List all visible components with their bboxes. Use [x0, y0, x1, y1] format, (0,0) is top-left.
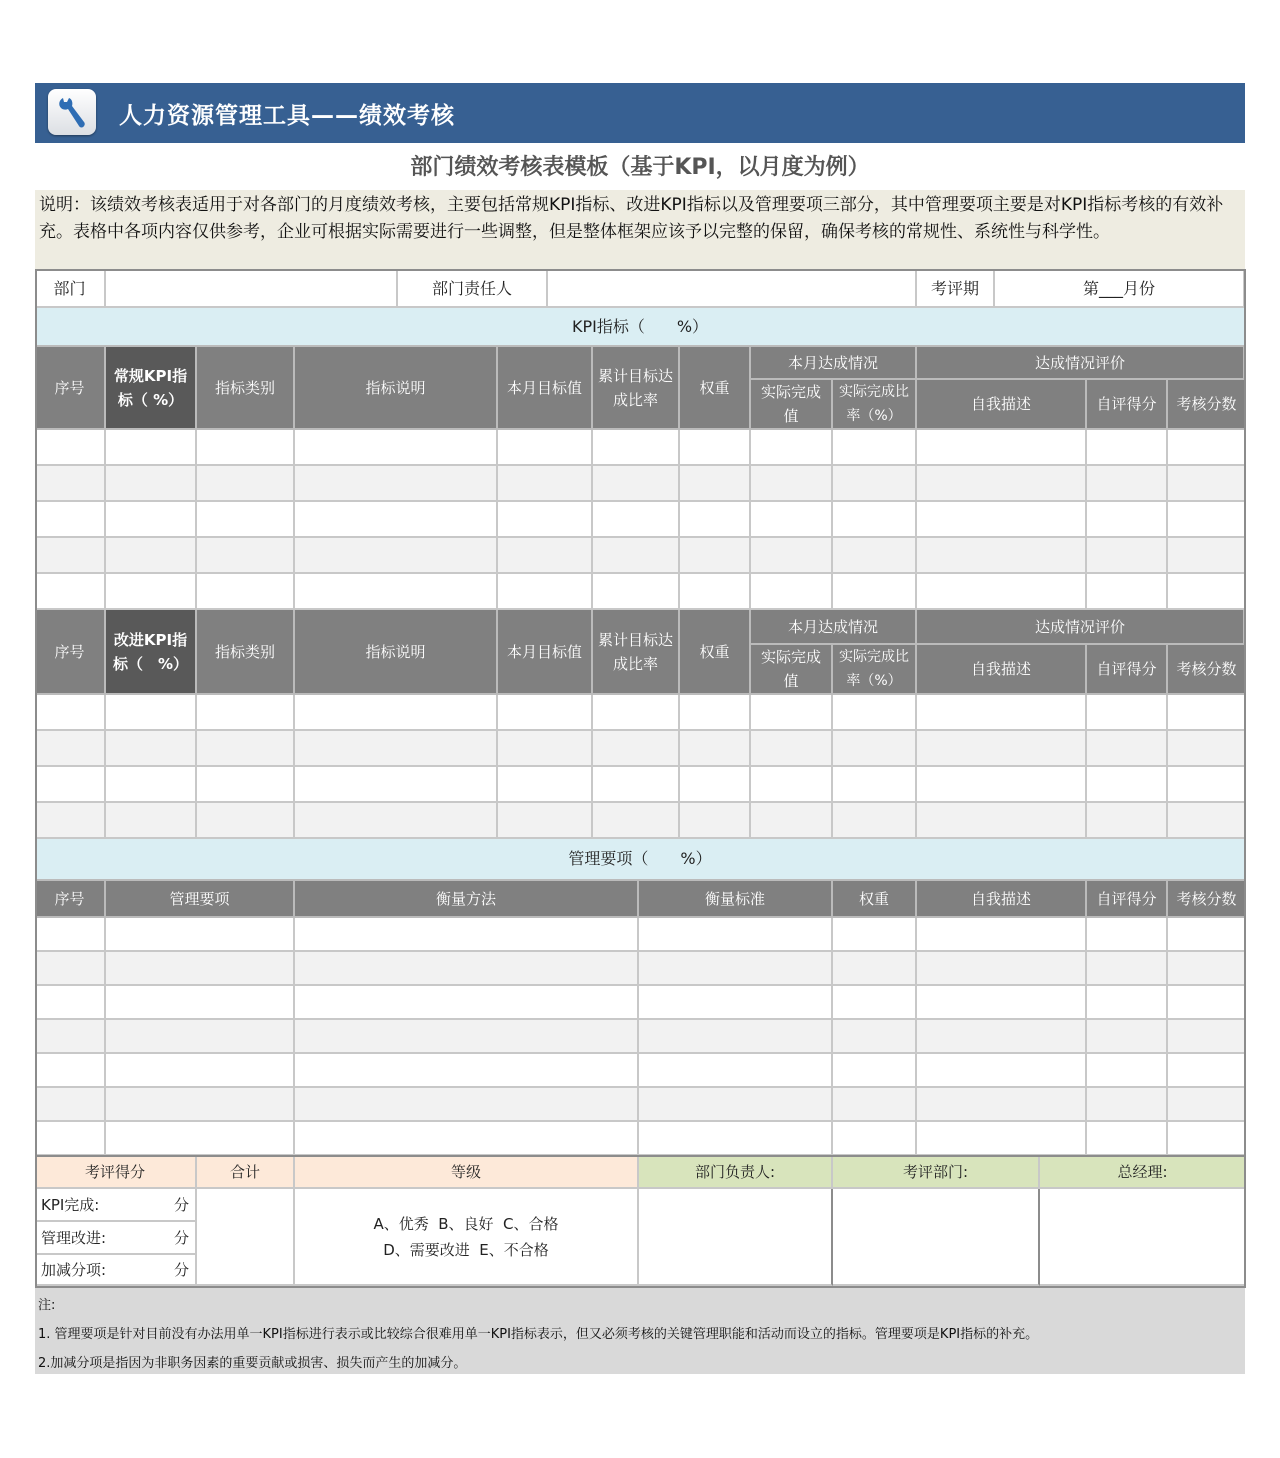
regular-kpi-cell[interactable]: [593, 538, 680, 574]
mgmt-cell[interactable]: [295, 918, 639, 952]
improve-kpi-cell[interactable]: [680, 803, 751, 839]
improve-kpi-cell[interactable]: [917, 767, 1087, 803]
score-unit: 分: [173, 1229, 189, 1247]
improve-kpi-cell[interactable]: [1087, 767, 1168, 803]
regular-kpi-cell[interactable]: [751, 466, 833, 502]
regular-kpi-cell[interactable]: [295, 538, 498, 574]
mgmt-cell[interactable]: [295, 1088, 639, 1122]
mgmt-cell[interactable]: [106, 1122, 295, 1156]
improve-kpi-cell[interactable]: [1087, 731, 1168, 767]
regular-kpi-cell[interactable]: [35, 574, 106, 610]
regular-kpi-cell[interactable]: [593, 430, 680, 466]
improve-kpi-cell[interactable]: [593, 731, 680, 767]
col-seq: 序号: [35, 347, 106, 430]
mgmt-cell[interactable]: [1168, 1122, 1245, 1156]
total-input[interactable]: [197, 1189, 295, 1286]
mgmt-cell[interactable]: [35, 1020, 106, 1054]
mgmt-cell[interactable]: [833, 986, 917, 1020]
col-review-score: 考核分数: [1168, 881, 1245, 918]
col-group-eval: 达成情况评价: [917, 347, 1245, 380]
col-self-score: 自评得分: [1087, 380, 1168, 430]
regular-kpi-cell[interactable]: [1168, 466, 1245, 502]
regular-kpi-cell[interactable]: [751, 538, 833, 574]
mgmt-cell[interactable]: [1087, 918, 1168, 952]
regular-kpi-cell[interactable]: [833, 502, 917, 538]
col-actual-value: 实际完成值: [751, 645, 833, 695]
mgmt-cell[interactable]: [1087, 986, 1168, 1020]
mgmt-cell[interactable]: [1087, 1020, 1168, 1054]
improve-kpi-cell[interactable]: [498, 695, 593, 731]
improve-kpi-cell[interactable]: [593, 767, 680, 803]
improve-kpi-cell[interactable]: [498, 767, 593, 803]
mgmt-cell[interactable]: [295, 952, 639, 986]
regular-kpi-cell[interactable]: [295, 502, 498, 538]
mgmt-cell[interactable]: [1087, 1088, 1168, 1122]
col-seq: 序号: [35, 881, 106, 918]
col-self-score: 自评得分: [1087, 645, 1168, 695]
mgmt-cell[interactable]: [639, 1054, 833, 1088]
mgmt-cell[interactable]: [1168, 918, 1245, 952]
mgmt-cell[interactable]: [833, 952, 917, 986]
gm-sign-field[interactable]: [1040, 1189, 1245, 1286]
mgmt-cell[interactable]: [35, 918, 106, 952]
mgmt-cell[interactable]: [295, 986, 639, 1020]
regular-kpi-cell[interactable]: [295, 466, 498, 502]
col-group-monthly: 本月达成情况: [751, 347, 917, 380]
col-weight: 权重: [680, 347, 751, 430]
improve-kpi-cell[interactable]: [197, 731, 295, 767]
mgmt-cell[interactable]: [1168, 1054, 1245, 1088]
improve-kpi-cell[interactable]: [917, 731, 1087, 767]
mgmt-cell[interactable]: [1087, 1122, 1168, 1156]
mgmt-cell[interactable]: [1168, 1088, 1245, 1122]
improve-kpi-cell[interactable]: [833, 767, 917, 803]
improve-kpi-cell[interactable]: [35, 695, 106, 731]
improve-kpi-cell[interactable]: [1168, 767, 1245, 803]
mgmt-cell[interactable]: [833, 1020, 917, 1054]
score-unit: 分: [173, 1196, 189, 1214]
regular-kpi-cell[interactable]: [1087, 538, 1168, 574]
regular-kpi-cell[interactable]: [833, 538, 917, 574]
improve-kpi-cell[interactable]: [833, 695, 917, 731]
improve-kpi-cell[interactable]: [35, 767, 106, 803]
col-cumulative: 累计目标达成比率: [593, 610, 680, 695]
col-target: 本月目标值: [498, 610, 593, 695]
regular-kpi-cell[interactable]: [1168, 430, 1245, 466]
score-row-kpi[interactable]: [35, 1189, 197, 1222]
col-actual-rate: 实际完成比率（%）: [833, 645, 917, 695]
regular-kpi-cell[interactable]: [498, 502, 593, 538]
improve-kpi-cell[interactable]: [1087, 695, 1168, 731]
col-actual-rate: 实际完成比率（%）: [833, 380, 917, 430]
regular-kpi-cell[interactable]: [917, 538, 1087, 574]
improve-kpi-cell[interactable]: [106, 767, 197, 803]
dept-label: 部门: [35, 271, 106, 308]
grade-options: [295, 1189, 639, 1286]
improve-kpi-cell[interactable]: [593, 803, 680, 839]
regular-kpi-cell[interactable]: [498, 538, 593, 574]
improve-kpi-cell[interactable]: [106, 695, 197, 731]
score-label: 加减分项:: [41, 1261, 107, 1279]
regular-kpi-cell[interactable]: [751, 502, 833, 538]
improve-kpi-cell[interactable]: [295, 731, 498, 767]
improve-kpi-cell[interactable]: [917, 695, 1087, 731]
improve-kpi-cell[interactable]: [35, 731, 106, 767]
improve-kpi-cell[interactable]: [197, 767, 295, 803]
mgmt-cell[interactable]: [295, 1020, 639, 1054]
grade-line-2: D、需要改进 E、不合格: [383, 1240, 549, 1259]
mgmt-cell[interactable]: [35, 986, 106, 1020]
mgmt-cell[interactable]: [295, 1122, 639, 1156]
mgmt-cell[interactable]: [639, 1088, 833, 1122]
mgmt-cell[interactable]: [917, 952, 1087, 986]
notes-title: 注:: [38, 1298, 56, 1313]
col-improve-kpi: 改进KPI指标（ %）: [106, 610, 197, 695]
mgmt-cell[interactable]: [295, 1054, 639, 1088]
col-seq: 序号: [35, 610, 106, 695]
col-regular-kpi: 常规KPI指标（ %）: [106, 347, 197, 430]
mgmt-cell[interactable]: [35, 1122, 106, 1156]
improve-kpi-cell[interactable]: [295, 767, 498, 803]
mgmt-cell[interactable]: [639, 1122, 833, 1156]
regular-kpi-cell[interactable]: [833, 574, 917, 610]
improve-kpi-cell[interactable]: [680, 695, 751, 731]
regular-kpi-cell[interactable]: [295, 574, 498, 610]
regular-kpi-cell[interactable]: [1168, 574, 1245, 610]
regular-kpi-cell[interactable]: [35, 466, 106, 502]
mgmt-cell[interactable]: [833, 1088, 917, 1122]
regular-kpi-cell[interactable]: [917, 466, 1087, 502]
mgmt-cell[interactable]: [639, 986, 833, 1020]
improve-kpi-cell[interactable]: [106, 803, 197, 839]
review-dept-sign-field[interactable]: [833, 1189, 1040, 1286]
mgmt-cell[interactable]: [106, 918, 295, 952]
improve-kpi-cell[interactable]: [197, 803, 295, 839]
mgmt-cell[interactable]: [35, 1088, 106, 1122]
period-input[interactable]: 第___月份: [995, 271, 1245, 308]
mgmt-cell[interactable]: [833, 918, 917, 952]
description-text: 说明：该绩效考核表适用于对各部门的月度绩效考核，主要包括常规KPI指标、改进KPI指标以及管理要项三部分，其中管理要项主要是对KPI指标考核的有效补充。表格中各项内容仅供参考，企业可根据实际需要进行一些调整，但是整体框架应该予以完整的保留，确保考核的常规性、系统性与科学性。: [35, 190, 1245, 269]
regular-kpi-cell[interactable]: [917, 502, 1087, 538]
regular-kpi-cell[interactable]: [1168, 538, 1245, 574]
app-banner: [35, 83, 1245, 143]
regular-kpi-cell[interactable]: [106, 466, 197, 502]
score-label: 管理改进:: [41, 1229, 107, 1247]
mgmt-cell[interactable]: [1168, 952, 1245, 986]
col-mgmt-item: 管理要项: [106, 881, 295, 918]
regular-kpi-cell[interactable]: [751, 430, 833, 466]
mgmt-cell[interactable]: [35, 952, 106, 986]
regular-kpi-cell[interactable]: [498, 430, 593, 466]
regular-kpi-cell[interactable]: [35, 502, 106, 538]
mgmt-cell[interactable]: [1168, 1020, 1245, 1054]
mgmt-cell[interactable]: [917, 1122, 1087, 1156]
col-group-monthly: 本月达成情况: [751, 610, 917, 645]
regular-kpi-cell[interactable]: [1168, 502, 1245, 538]
regular-kpi-cell[interactable]: [106, 502, 197, 538]
col-standard: 衡量标准: [639, 881, 833, 918]
grade-header: 等级: [295, 1157, 639, 1189]
dept-input[interactable]: [106, 271, 398, 308]
mgmt-cell[interactable]: [35, 1054, 106, 1088]
regular-kpi-cell[interactable]: [593, 574, 680, 610]
improve-kpi-cell[interactable]: [295, 803, 498, 839]
improve-kpi-cell[interactable]: [751, 695, 833, 731]
improve-kpi-cell[interactable]: [917, 803, 1087, 839]
improve-kpi-cell[interactable]: [295, 695, 498, 731]
mgmt-cell[interactable]: [833, 1054, 917, 1088]
improve-kpi-cell[interactable]: [751, 803, 833, 839]
mgmt-cell[interactable]: [917, 1020, 1087, 1054]
col-explain: 指标说明: [295, 610, 498, 695]
regular-kpi-cell[interactable]: [751, 574, 833, 610]
mgmt-cell[interactable]: [639, 952, 833, 986]
improve-kpi-cell[interactable]: [680, 767, 751, 803]
mgmt-cell[interactable]: [106, 1054, 295, 1088]
dept-owner-sign-field[interactable]: [639, 1189, 833, 1286]
regular-kpi-cell[interactable]: [106, 430, 197, 466]
improve-kpi-cell[interactable]: [1168, 803, 1245, 839]
col-explain: 指标说明: [295, 347, 498, 430]
score-label: KPI完成:: [41, 1196, 100, 1214]
col-review-score: 考核分数: [1168, 645, 1245, 695]
regular-kpi-cell[interactable]: [680, 538, 751, 574]
improve-kpi-cell[interactable]: [751, 731, 833, 767]
regular-kpi-cell[interactable]: [106, 574, 197, 610]
col-actual-value: 实际完成值: [751, 380, 833, 430]
col-group-eval: 达成情况评价: [917, 610, 1245, 645]
regular-kpi-cell[interactable]: [593, 466, 680, 502]
dept-owner-sign-header: 部门负责人:: [639, 1157, 833, 1189]
mgmt-cell[interactable]: [917, 918, 1087, 952]
col-weight: 权重: [833, 881, 917, 918]
improve-kpi-cell[interactable]: [197, 695, 295, 731]
improve-kpi-cell[interactable]: [1168, 695, 1245, 731]
page-title: 部门绩效考核表模板（基于KPI，以月度为例）: [410, 155, 870, 180]
regular-kpi-cell[interactable]: [917, 574, 1087, 610]
col-target: 本月目标值: [498, 347, 593, 430]
regular-kpi-cell[interactable]: [197, 502, 295, 538]
col-category: 指标类别: [197, 610, 295, 695]
score-row-adjust[interactable]: [35, 1255, 197, 1286]
mgmt-cell[interactable]: [917, 1054, 1087, 1088]
col-self-score: 自评得分: [1087, 881, 1168, 918]
regular-kpi-cell[interactable]: [295, 430, 498, 466]
score-row-mgmt[interactable]: [35, 1222, 197, 1255]
regular-kpi-cell[interactable]: [680, 466, 751, 502]
col-self-desc: 自我描述: [917, 380, 1087, 430]
summary-divider: [35, 1155, 1246, 1157]
regular-kpi-cell[interactable]: [833, 430, 917, 466]
mgmt-cell[interactable]: [106, 1020, 295, 1054]
mgmt-cell[interactable]: [639, 1020, 833, 1054]
regular-kpi-cell[interactable]: [833, 466, 917, 502]
regular-kpi-cell[interactable]: [197, 574, 295, 610]
improve-kpi-cell[interactable]: [106, 731, 197, 767]
score-header: 考评得分: [35, 1157, 197, 1189]
period-label: 考评期: [917, 271, 995, 308]
improve-kpi-cell[interactable]: [833, 803, 917, 839]
score-unit: 分: [173, 1261, 189, 1279]
regular-kpi-cell[interactable]: [197, 466, 295, 502]
regular-kpi-cell[interactable]: [1087, 502, 1168, 538]
app-title: 人力资源管理工具——绩效考核: [119, 103, 455, 129]
mgmt-cell[interactable]: [833, 1122, 917, 1156]
mgmt-cell[interactable]: [917, 1088, 1087, 1122]
col-weight: 权重: [680, 610, 751, 695]
improve-kpi-cell[interactable]: [498, 731, 593, 767]
regular-kpi-cell[interactable]: [197, 430, 295, 466]
regular-kpi-cell[interactable]: [593, 502, 680, 538]
grade-line-1: A、优秀 B、良好 C、合格: [373, 1214, 559, 1233]
owner-label: 部门责任人: [398, 271, 548, 308]
col-method: 衡量方法: [295, 881, 639, 918]
mgmt-cell[interactable]: [1087, 1054, 1168, 1088]
improve-kpi-cell[interactable]: [35, 803, 106, 839]
note-item-2: 2.加减分项是指因为非职务因素的重要贡献或损害、损失而产生的加减分。: [38, 1356, 467, 1371]
improve-kpi-cell[interactable]: [593, 695, 680, 731]
mgmt-cell[interactable]: [917, 986, 1087, 1020]
regular-kpi-cell[interactable]: [917, 430, 1087, 466]
wrench-icon: [48, 89, 96, 135]
kpi-section-band: KPI指标（ %）: [35, 308, 1245, 347]
mgmt-section-band: 管理要项（ %）: [35, 839, 1245, 881]
regular-kpi-cell[interactable]: [498, 574, 593, 610]
mgmt-cell[interactable]: [1168, 986, 1245, 1020]
col-self-desc: 自我描述: [917, 645, 1087, 695]
gm-sign-header: 总经理:: [1040, 1157, 1245, 1189]
mgmt-cell[interactable]: [1087, 952, 1168, 986]
notes-panel: [35, 1288, 1245, 1374]
owner-input[interactable]: [548, 271, 917, 308]
regular-kpi-cell[interactable]: [1087, 466, 1168, 502]
regular-kpi-cell[interactable]: [1087, 430, 1168, 466]
improve-kpi-cell[interactable]: [751, 767, 833, 803]
col-self-desc: 自我描述: [917, 881, 1087, 918]
regular-kpi-cell[interactable]: [35, 538, 106, 574]
note-item-1: 1. 管理要项是针对目前没有办法用单一KPI指标进行表示或比较综合很难用单一KPI指标表示，但又必须考核的关键管理职能和活动而设立的指标。管理要项是KPI指标的补充。: [38, 1327, 1039, 1342]
regular-kpi-cell[interactable]: [106, 538, 197, 574]
improve-kpi-cell[interactable]: [1087, 803, 1168, 839]
review-dept-sign-header: 考评部门:: [833, 1157, 1040, 1189]
mgmt-cell[interactable]: [106, 952, 295, 986]
improve-kpi-cell[interactable]: [833, 731, 917, 767]
improve-kpi-cell[interactable]: [498, 803, 593, 839]
improve-kpi-cell[interactable]: [1168, 731, 1245, 767]
total-header: 合计: [197, 1157, 295, 1189]
improve-kpi-cell[interactable]: [680, 731, 751, 767]
col-category: 指标类别: [197, 347, 295, 430]
regular-kpi-cell[interactable]: [680, 502, 751, 538]
regular-kpi-cell[interactable]: [680, 430, 751, 466]
regular-kpi-cell[interactable]: [197, 538, 295, 574]
mgmt-cell[interactable]: [639, 918, 833, 952]
regular-kpi-cell[interactable]: [498, 466, 593, 502]
col-review-score: 考核分数: [1168, 380, 1245, 430]
col-cumulative: 累计目标达成比率: [593, 347, 680, 430]
mgmt-cell[interactable]: [106, 1088, 295, 1122]
regular-kpi-cell[interactable]: [680, 574, 751, 610]
mgmt-cell[interactable]: [106, 986, 295, 1020]
regular-kpi-cell[interactable]: [1087, 574, 1168, 610]
regular-kpi-cell[interactable]: [35, 430, 106, 466]
